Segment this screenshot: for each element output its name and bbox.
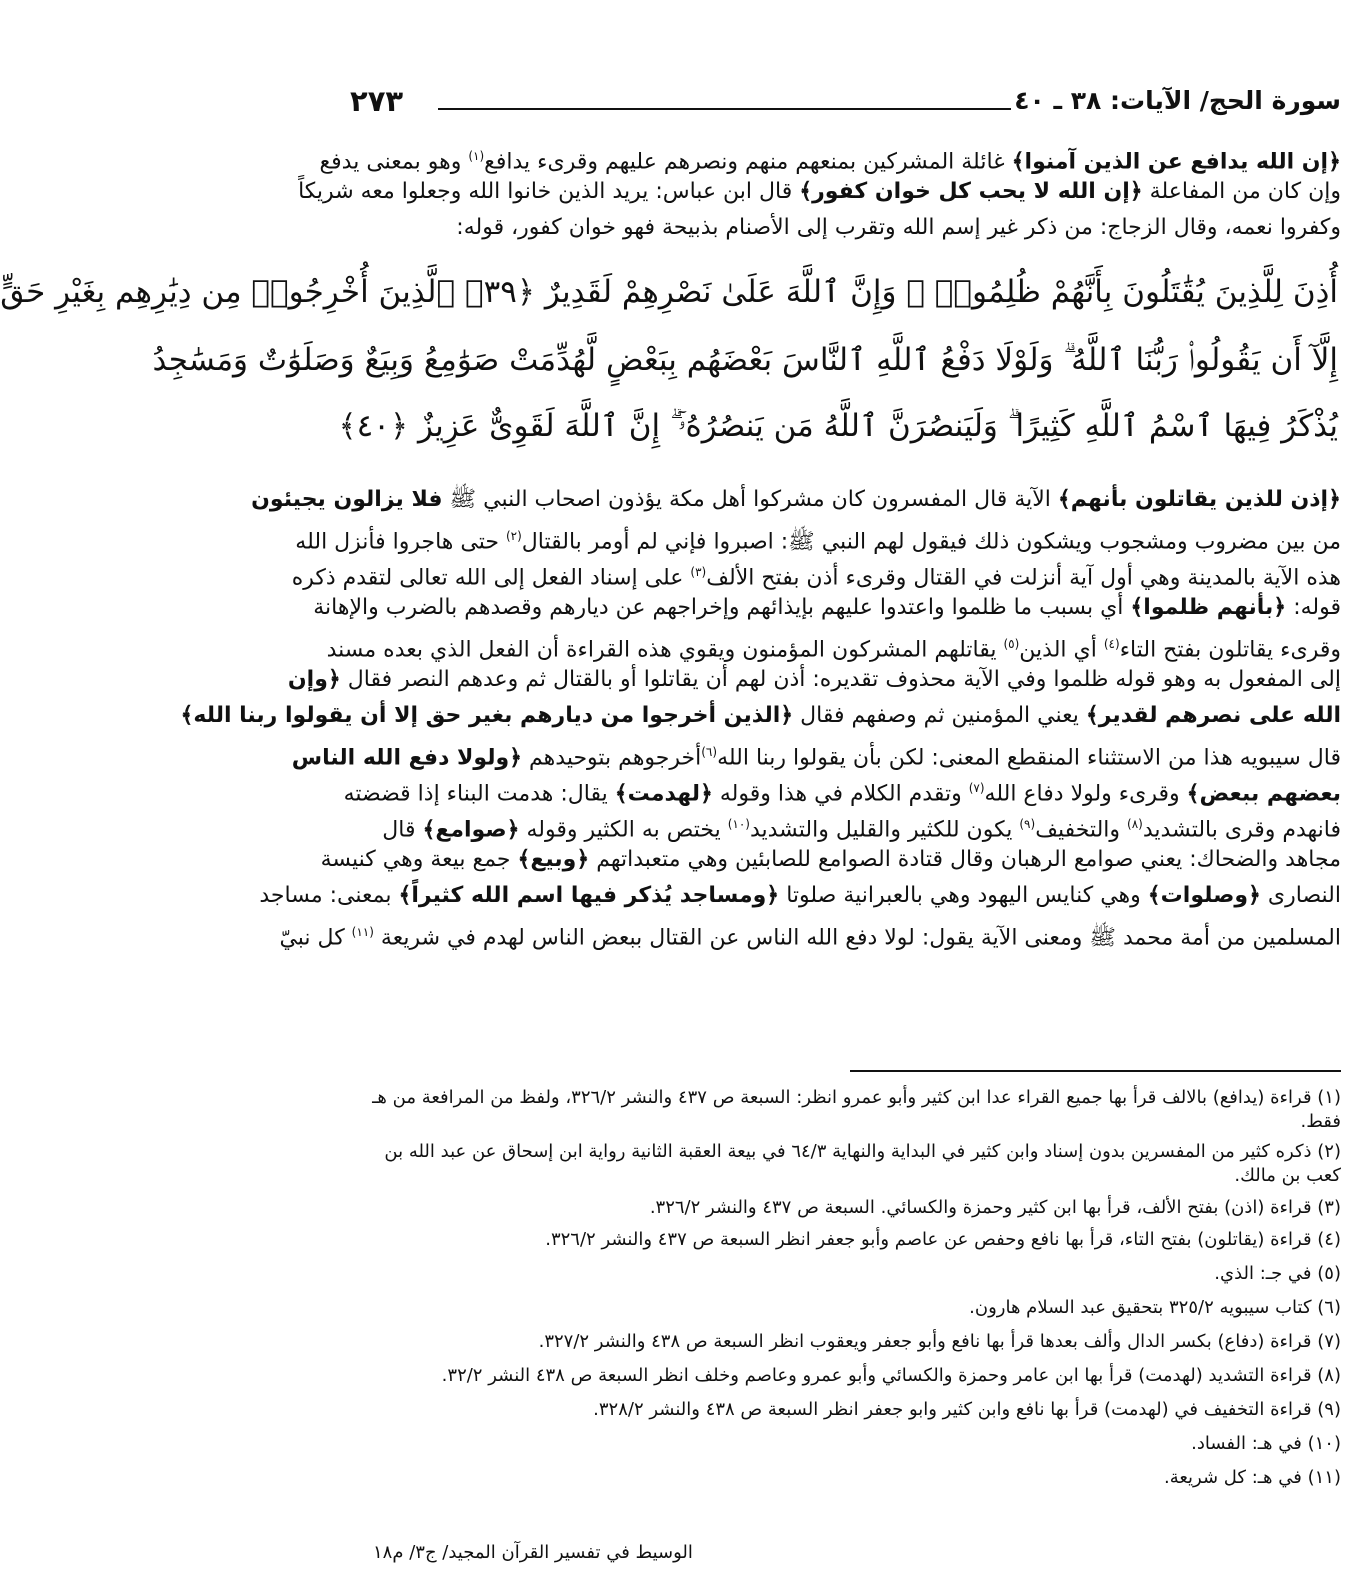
body-text: أي بسبب ما ظلموا واعتدوا عليهم بإيذائهم وإخراجهم عن ديارهم وقصدهم بالضرب والإهانة <box>313 595 1131 620</box>
quran-verse-line: يُذْكَرُ فِيهَا ٱسْمُ ٱللَّهِ كَثِيرًا ۗ وَلَيَنصُرَنَّ ٱللَّهُ مَن يَنصُرُهُۥٓ ۗ إِنَّ ٱللَّهَ لَقَوِىٌّ عَزِيزٌ ﴿٤٠﴾ <box>338 408 1338 444</box>
body-line <box>298 174 1341 210</box>
body-text: وهي كنايس اليهود وهي بالعبرانية صلوتا <box>779 883 1148 908</box>
quote-text: ﴿الذين أخرجوا من ديارهم بغير حق إلا أن يقولوا ربنا الله﴾ <box>180 703 794 728</box>
body-text: فانهدم وقرى بالتشديد <box>1142 817 1341 843</box>
footnote: (٤) قراءة (يقاتلون) بفتح التاء، قرأ بها نافع وحفص عن عاصم وأبو جعفر انظر السبعة ص ٤٣٧ والنشر ٣٢٦/٢. <box>545 1229 1341 1250</box>
body-line <box>320 842 1341 878</box>
footnote: (٦) كتاب سيبويه ٣٢٥/٢ بتحقيق عبد السلام هارون. <box>969 1297 1341 1318</box>
footnote-separator <box>850 1070 1341 1072</box>
footnote: (٣) قراءة (اذن) بفتح الألف، قرأ بها ابن كثير وحمزة والكسائي. السبعة ص ٤٣٧ والنشر ٣٢٦/٢. <box>649 1197 1341 1218</box>
body-text: غائلة المشركين بمنعهم منهم ونصرهم عليهم وقرىء يدافع <box>484 149 1012 175</box>
body-line <box>251 482 1341 518</box>
quote-text: ﴿إذن للذين يقاتلون بأنهم﴾ <box>1057 487 1341 512</box>
body-text: أخرجوهم بتوحيدهم <box>522 745 702 771</box>
body-text: وهو بمعنى يدفع <box>319 149 469 175</box>
body-line <box>345 210 1341 246</box>
body-text: فلا يزالون يجيئون <box>251 487 443 512</box>
body-text: وتقدم الكلام في هذا وقوله <box>712 781 969 807</box>
surah-title: سورة الحج/ الآيات: ٣٨ ـ ٤٠ <box>1014 86 1341 115</box>
quran-verse-line: أُذِنَ لِلَّذِينَ يُقَٰتَلُونَ بِأَنَّهُمْ ظُلِمُوا۟ ۚ وَإِنَّ ٱللَّهَ عَلَىٰ نَصْرِهِمْ لَقَدِيرٌ ﴿٣٩﴾ ٱلَّذِينَ أُخْرِجُوا۟ مِن دِيَٰرِهِم بِغَيْرِ حَقٍّ <box>0 274 1338 310</box>
body-text: والتخفيف <box>1035 817 1128 843</box>
quote-text: ﴿صوامع﴾ <box>422 817 520 843</box>
footnote-ref: (٥) <box>1003 637 1020 651</box>
body-line <box>259 878 1341 914</box>
footnote-ref: (٣) <box>690 565 707 579</box>
body-text: من بين مضروب ومشجوب ويشكون ذلك فيقول لهم النبي ﷺ: اصبروا فإني لم أومر بالقتال <box>521 529 1341 555</box>
body-line <box>313 590 1341 626</box>
book-reference: الوسيط في تفسير القرآن المجيد/ ج٣/ م١٨ <box>373 1542 693 1563</box>
body-text: قال سيبويه هذا من الاستثناء المنقطع المعنى: لكن بأن يقولوا ربنا الله <box>717 745 1341 771</box>
footnote: (٩) قراءة التخفيف في (لهدمت) قرأ بها نافع وابن كثير وابو جعفر انظر السبعة ص ٤٣٨ والنشر ٣٢٨/٢. <box>593 1399 1341 1420</box>
body-text: إلى المفعول به وهو قوله ظلموا وفي الآية محذوف تقديره: أذن لهم أن يقاتلوا أو بالقتال ثم وعدهم النصر فقال <box>340 667 1341 692</box>
quote-text: ﴿وبيع﴾ <box>517 847 590 872</box>
body-text: وإن كان من المفاعلة <box>1142 179 1341 204</box>
body-text: بمعنى: مساجد <box>259 883 399 908</box>
footnote: (٥) في جـ: الذي. <box>1214 1263 1341 1284</box>
body-line <box>180 698 1341 734</box>
body-text: يقاتلهم المشركون المؤمنون ويقوي هذه القراءة أن الفعل الذي بعده مسند <box>326 637 1004 663</box>
body-text: حتى هاجروا فأنزل الله <box>295 529 506 555</box>
footnote: (٧) قراءة (دفاع) بكسر الدال وألف بعدها قرأ بها نافع وأبو جعفر ويعقوب انظر السبعة ص ٤٣٨ والنشر ٣٢٧/٢. <box>538 1331 1341 1352</box>
body-text: وكفروا نعمه، وقال الزجاج: من ذكر غير إسم الله وتقرب إلى الأصنام بذبيحة فهو خوان كفور، قوله: <box>456 215 1341 240</box>
footnote-ref: (١٠) <box>727 817 750 831</box>
footnote-ref: (٤) <box>1103 637 1120 651</box>
body-text: قوله: <box>1286 595 1341 620</box>
header-rule <box>438 108 1011 110</box>
quote-text: ﴿وصلوات﴾ <box>1147 883 1261 908</box>
body-line <box>279 914 1341 956</box>
quote-text: ﴿ولولا دفع الله الناس <box>291 745 523 771</box>
quran-verse-line: إِلَّآ أَن يَقُولُوا۟ رَبُّنَا ٱللَّهُ ۗ وَلَوْلَا دَفْعُ ٱللَّهِ ٱلنَّاسَ بَعْضَهُم بِبَعْضٍ لَّهُدِّمَتْ صَوَٰمِعُ وَبِيَعٌ وَصَلَوَٰتٌ وَمَسَٰجِدُ <box>152 342 1338 378</box>
quote-text: ﴿وإن <box>287 667 341 692</box>
body-text: قال ابن عباس: يريد الذين خانوا الله وجعلوا معه شريكاً <box>298 179 800 204</box>
body-text: النصارى <box>1260 883 1341 908</box>
page-number: ٢٧٣ <box>350 84 404 118</box>
body-text: على إسناد الفعل إلى الله تعالى لتقدم ذكره <box>291 565 691 591</box>
footnote-ref: (١١) <box>351 925 374 939</box>
body-text: المسلمين من أمة محمد ﷺ ومعنى الآية يقول: لولا دفع الله الناس عن القتال ببعض الناس لهدم في شريعة <box>373 925 1341 951</box>
quote-text: ﴿ومساجد يُذكر فيها اسم الله كثيراً﴾ <box>398 883 780 908</box>
quote-text: ﴿إن الله لا يحب كل خوان كفور﴾ <box>799 179 1143 204</box>
footnote: (٢) ذكره كثير من المفسرين بدون إسناد وابن كثير في البداية والنهاية ٦٤/٣ في بيعة العقبة الثانية رواية ابن إسحاق عن عبد الله بن كعب بن مالك. <box>384 1141 1341 1186</box>
body-line <box>287 662 1341 698</box>
footnote: (١٠) في هـ: الفساد. <box>1191 1433 1341 1454</box>
footnote-ref: (١) <box>468 149 485 163</box>
body-text: يقال: هدمت البناء إذا قضضته <box>343 781 615 807</box>
footnote-ref: (٧) <box>968 781 985 795</box>
body-text: يعني المؤمنين ثم وصفهم فقال <box>793 703 1086 728</box>
footnote-ref: (٦) <box>701 745 718 759</box>
body-text: وقرىء يقاتلون بفتح التاء <box>1119 637 1341 663</box>
footnote: (١) قراءة (يدافع) بالالف قرأ بها جميع القراء عدا ابن كثير وأبو عمرو انظر: السبعة ص ٤٣٧ والنشر ٣٢٦/٢، ولفظ من المرافعة من هـ فقط. <box>372 1087 1341 1132</box>
quote-text: ﴿بأنهم ظلموا﴾ <box>1130 595 1287 620</box>
body-text: جمع بيعة وهي كنيسة <box>320 847 518 872</box>
body-text: الآية قال المفسرون كان مشركوا أهل مكة يؤذون اصحاب النبي ﷺ <box>442 487 1058 512</box>
body-text: قال <box>382 817 423 843</box>
footnote: (١١) في هـ: كل شريعة. <box>1163 1467 1341 1488</box>
body-text: وقرىء ولولا دفاع الله <box>984 781 1187 807</box>
footnote-ref: (٨) <box>1127 817 1143 831</box>
quote-text: ﴿لهدمت﴾ <box>614 781 713 807</box>
body-text: يختص به الكثير وقوله <box>519 817 728 843</box>
body-text: مجاهد والضحاك: يعني صوامع الرهبان وقال قتادة الصوامع للصابئين وهي متعبداتهم <box>589 847 1341 872</box>
body-text: يكون للكثير والقليل والتشديد <box>749 817 1020 843</box>
quote-text: ﴿إن الله يدافع عن الذين آمنوا﴾ <box>1011 149 1341 175</box>
footnote-ref: (٩) <box>1019 817 1036 831</box>
quote-text: الله على نصرهم لقدير﴾ <box>1085 703 1341 728</box>
footnote-ref: (٢) <box>505 529 522 543</box>
body-text: أي الذين <box>1019 637 1104 663</box>
quote-text: بعضهم ببعض﴾ <box>1186 781 1341 807</box>
body-text: كل نبيّ <box>279 925 352 951</box>
body-text: هذه الآية بالمدينة وهي أول آية أنزلت في القتال وقرىء أذن بفتح الألف <box>706 565 1341 591</box>
page-header <box>350 84 1341 124</box>
footnote: (٨) قراءة التشديد (لهدمت) قرأ بها ابن عامر وحمزة والكسائي وأبو عمرو وعاصم وخلف انظر السبعة ص ٤٣٨ النشر ٣٢/٢. <box>441 1365 1341 1386</box>
